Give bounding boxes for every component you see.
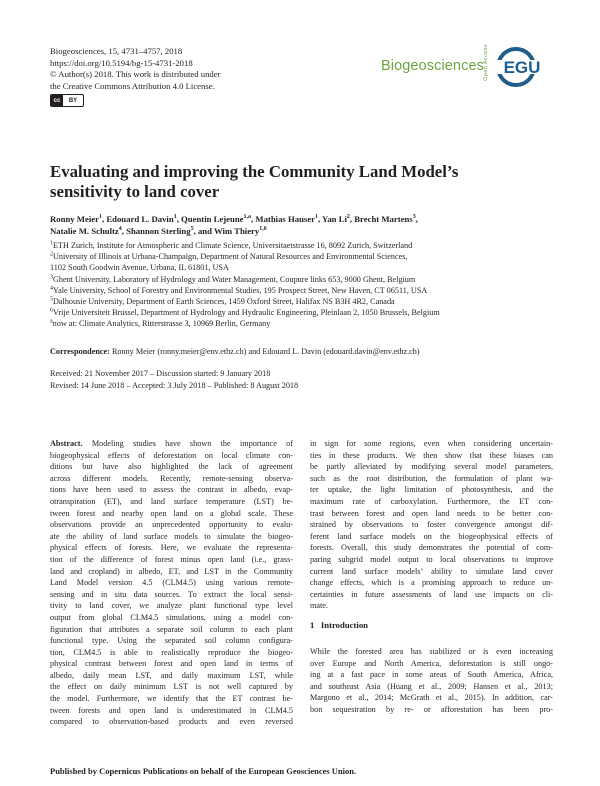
correspondence (50, 347, 420, 356)
text-line: trast between forest and open land needs to be better con- (310, 508, 553, 518)
author-name: Shannon Sterling (126, 226, 191, 236)
text-line: output from global CLM4.5 simulations, using a model con- (50, 612, 293, 622)
text-line: strained by observations to foster convergence amongst dif- (310, 520, 553, 530)
text-line: across different models. Recently, remote-sensing observa- (50, 473, 293, 483)
author-name: Ronny Meier (50, 214, 99, 224)
affiliation-line: $^3$Ghent University, Laboratory of Hydrology and Water Management, Coupure links 653, 9000 Ghent, Belgium (50, 273, 416, 284)
text-line: Land Model version 4.5 (CLM4.5) using various remote- (50, 578, 293, 588)
author-affiliation-mark: 5 (190, 226, 194, 233)
text-line: ate the ability of land surface models to simulate the biogeo- (50, 531, 293, 541)
author-affiliation-mark: 4 (118, 226, 122, 233)
author-line-2: Natalie M. Schultz$^4$, Shannon Sterling$^5$, and Wim Thiery$^{1,6}$ (50, 226, 267, 236)
affiliation-line: $^5$Dalhousie University, Department of Earth Sciences, 1459 Oxford Street, Halifax NS B3H 4R2, Canada (50, 296, 395, 307)
text-line: mate. (310, 601, 328, 611)
text-line: tion of the difference of forest minus open land (i.e., grass- (50, 554, 293, 564)
revised-dates: Revised: 14 June 2018 – Accepted: 3 July 2018 – Published: 8 August 2018 (50, 380, 299, 390)
text-line: functional type. Using the separated soil column configura- (50, 636, 293, 646)
author-name: Edouard L. Davin (106, 214, 174, 224)
text-line: ing at a fast pace in some areas of South America, Africa, (310, 670, 553, 680)
author-name: Brecht Martens (354, 214, 413, 224)
egu-logo-icon (495, 46, 549, 88)
copyright-line: © Author(s) 2018. This work is distributed under (50, 69, 221, 80)
text-line: bon sequestration by re- or afforestation has been pro- (310, 704, 553, 714)
affiliation-line: $^6$Vrije Universiteit Brussel, Department of Hydrology and Hydraulic Engineering, Pleinlaan 2, 1050 Brussels, Belgium (50, 307, 440, 318)
text-line: such as the root distribution, the formulation of plant wa- (310, 473, 553, 483)
text-line: tween forest and nearby open land on a global scale. These (50, 508, 293, 518)
publisher-footer: Published by Copernicus Publications on behalf of the European Geosciences Union. (50, 766, 357, 776)
text-line: be partly alleviated by modifying several model parameters, (310, 462, 553, 472)
egu-text: EGU (503, 58, 541, 77)
journal-header (50, 46, 221, 92)
paper-title: Evaluating and improving the Community Land Model’s sensitivity to land cover (50, 162, 459, 201)
open-access-label: Open Access (483, 44, 489, 81)
text-line: tween forests and open land is underestimated in CLM4.5 (50, 705, 293, 715)
license-line[interactable]: the Creative Commons Attribution 4.0 License. (50, 80, 215, 91)
text-line: tions have been used to assess the contrast in albedo, evap- (50, 485, 293, 495)
author-name: Yan Li (322, 214, 347, 224)
text-line: tivity to land cover, we analyze plant functional type level (50, 601, 293, 611)
text-line: physical effects of forests. Here, we evaluate the representa- (50, 543, 293, 553)
text-line: certainties in future assessments of land use impacts on cli- (310, 589, 553, 599)
text-line: Margono et al., 2014; McGrath et al., 2015). In addition, car- (310, 693, 553, 703)
affiliation-line: $^a$now at: Climate Analytics, Ritterstrasse 3, 10969 Berlin, Germany (50, 318, 271, 329)
author-affiliation-mark: 1 (315, 214, 318, 221)
correspondence-label: Correspondence: (50, 347, 110, 356)
abstract-right-column (310, 438, 553, 612)
text-line: current land surface models’ ability to simulate land cover (310, 566, 553, 576)
text-line: compared to observation-based products and even reversed (50, 717, 293, 727)
text-line: in sign for some regions, even when considering uncertain- (310, 439, 553, 448)
journal-citation: Biogeosciences, 15, 4731–4757, 2018 (50, 46, 183, 56)
author-list (50, 213, 550, 237)
affiliation-line: $^1$ETH Zurich, Institute for Atmospheric and Climate Science, Universitaetstrasse 16, 8092 Zurich, Switzerland (50, 240, 413, 250)
affiliations (50, 240, 550, 330)
text-line: the effect on daily minimum LST is not well captured by (50, 682, 293, 692)
text-line: ter uptake, the light limitation of photosynthesis, and the (310, 485, 553, 495)
author-affiliation-mark: 1,a (243, 214, 252, 221)
publication-dates (50, 368, 298, 391)
text-line: sensing and in situ data sources. To extract the local sensi- (50, 589, 293, 599)
author-name: Mathias Hauser (255, 214, 315, 224)
author-affiliation-mark: 1 (98, 214, 102, 221)
text-line: biogeophysical effects of deforestation on local climate con- (50, 450, 293, 460)
text-line: While the forested area has stabilized or is even increasing (310, 647, 553, 656)
author-name: Natalie M. Schultz (50, 226, 119, 236)
received-dates: Received: 21 November 2017 – Discussion started: 9 January 2018 (50, 369, 271, 378)
text-line: ferent land surface models on the biogeophysical effects of (310, 531, 553, 541)
text-line: land and cropland) in albedo, ET, and LST in the Community (50, 566, 293, 576)
text-line: ditions but have also highlighted the lack of agreement (50, 462, 293, 472)
affiliation-line: 1102 South Goodwin Avenue, Urbana, IL 61801, USA (50, 263, 229, 273)
author-affiliation-mark: 3 (412, 214, 416, 221)
author-line-1: Ronny Meier$^1$, Edouard L. Davin$^1$, Quentin Lejeune$^{1,a}$, Mathias Hauser$^1$, Yan Li$^2$, Brecht Martens$^3$, (50, 214, 418, 224)
author-name: Quentin Lejeune (181, 214, 244, 224)
author-affiliation-mark: 2 (346, 214, 350, 221)
text-line: observations provide an unprecedented opportunity to evalu- (50, 520, 293, 530)
text-line: albedo, daily mean LST, and daily maximum LST, while (50, 670, 293, 680)
author-affiliation-mark: 1 (173, 214, 177, 221)
introduction-text (310, 646, 553, 716)
journal-logo-text: Biogeosciences (381, 58, 484, 74)
abstract-label: Abstract. (50, 439, 83, 448)
text-line: maximum rate of carboxylation. Furthermore, the ET con- (310, 496, 553, 506)
text-line: change effects, which is a promising approach to reduce un- (310, 578, 553, 588)
text-line: forests. Overall, this study demonstrates the potential of com- (310, 543, 553, 553)
text-line: tion, CLM4.5 is able to realistically reproduce the biogeo- (50, 647, 293, 657)
author-name: Wim Thiery (213, 226, 260, 236)
abstract-left-column (50, 438, 293, 728)
affiliation-line: $^4$Yale University, School of Forestry and Environmental Studies, 195 Prospect Street, New Haven, CT 06511, USA (50, 285, 428, 295)
cc-by-license-icon[interactable]: cc BY (50, 94, 84, 107)
text-line: otranspiration (ET), and land surface temperature (LST) be- (50, 496, 293, 506)
text-line: figuration that attributes a separate soil column to each plant (50, 624, 293, 634)
text-line: ties in these products. We then show that these biases can (310, 450, 553, 460)
affiliation-line: $^2$University of Illinois at Urbana-Champaign, Department of Natural Resources and Environmental Sciences, (50, 251, 408, 262)
text-line: over Europe and North America, deforestation is still ongo- (310, 658, 553, 668)
correspondence-text[interactable]: Ronny Meier (ronny.meier@env.ethz.ch) and Edouard L. Davin (edouard.davin@env.ethz.ch) (109, 347, 420, 356)
doi-link[interactable]: https://doi.org/10.5194/bg-15-4731-2018 (50, 57, 193, 68)
abstract-first-line: Abstract. Modeling studies have shown the importance of (50, 439, 293, 448)
text-line: paring subgrid model output to local observations to improve (310, 554, 553, 564)
text-line: the model. Furthermore, we identify that the ET contrast be- (50, 694, 293, 704)
text-line: and southeast Asia (Huang et al., 2009; Hansen et al., 2013; (310, 681, 553, 691)
text-line: physical contrast between forest and open land in terms of (50, 659, 293, 669)
section-heading-introduction: 1 Introduction (310, 620, 369, 630)
author-affiliation-mark: 1,6 (259, 226, 267, 233)
